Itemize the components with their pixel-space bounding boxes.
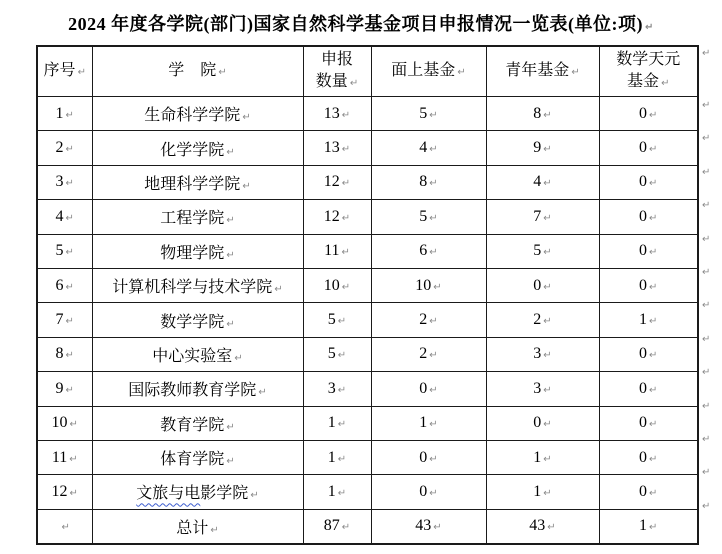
cell-end-mark: ↵ xyxy=(543,350,552,362)
cell-index-value: 4 xyxy=(55,207,64,225)
cell-total-value: 1 xyxy=(327,448,336,466)
cell-college[interactable] xyxy=(92,509,303,544)
cell-general-fund[interactable] xyxy=(371,475,486,509)
cell-end-mark: ↵ xyxy=(429,212,438,224)
table-row xyxy=(37,303,698,337)
cell-end-mark: ↵ xyxy=(571,66,580,78)
col-header-index[interactable] xyxy=(37,46,92,97)
cell-total-value: 5 xyxy=(327,311,336,329)
cell-end-mark: ↵ xyxy=(429,350,438,362)
cell-end-mark: ↵ xyxy=(543,453,552,465)
cell-total-value: 13 xyxy=(323,104,340,122)
row-end-mark: ↵ xyxy=(702,233,711,245)
cell-end-mark: ↵ xyxy=(69,419,78,431)
cell-end-mark: ↵ xyxy=(226,421,235,433)
row-end-mark: ↵ xyxy=(702,100,711,111)
table-row xyxy=(37,200,698,234)
cell-tianyuan-fund[interactable] xyxy=(599,131,698,165)
cell-tianyuan-fund[interactable] xyxy=(599,406,698,440)
cell-tianyuan-value: 0 xyxy=(639,104,648,122)
cell-youth-value: 43 xyxy=(529,517,546,535)
cell-general-fund[interactable] xyxy=(371,337,486,371)
cell-youth-fund[interactable] xyxy=(486,200,599,234)
document-title-text: 2024 年度各学院(部门)国家自然科学基金项目申报情况一览表(单位:项) xyxy=(68,14,644,34)
cell-end-mark: ↵ xyxy=(234,352,243,364)
cell-index[interactable] xyxy=(37,337,92,371)
cell-tianyuan-value: 0 xyxy=(639,414,648,432)
cell-tianyuan-value: 1 xyxy=(639,311,648,329)
cell-end-mark: ↵ xyxy=(429,419,438,431)
cell-total-value: 5 xyxy=(327,345,336,363)
cell-youth-value: 0 xyxy=(533,276,542,294)
cell-index[interactable] xyxy=(37,200,92,234)
row-end-marks xyxy=(702,45,720,531)
cell-youth-value: 3 xyxy=(533,345,542,363)
cell-college[interactable] xyxy=(92,303,303,337)
cell-general-value: 8 xyxy=(419,173,428,191)
table-body xyxy=(37,97,698,510)
col-header-total-line2: 数量 xyxy=(315,72,348,90)
cell-youth-fund[interactable] xyxy=(486,337,599,371)
cell-end-mark: ↵ xyxy=(429,178,438,190)
col-header-total-line1: 申报 xyxy=(320,50,353,68)
cell-end-mark: ↵ xyxy=(649,384,658,396)
cell-end-mark: ↵ xyxy=(226,215,235,227)
table-row xyxy=(37,440,698,474)
cell-end-mark: ↵ xyxy=(543,109,552,121)
cell-general-value: 1 xyxy=(419,414,428,432)
cell-index[interactable] xyxy=(37,268,92,302)
cell-youth-value: 4 xyxy=(533,173,542,191)
cell-tianyuan-fund[interactable] xyxy=(599,440,698,474)
table-row xyxy=(37,337,698,371)
cell-college[interactable] xyxy=(92,406,303,440)
cell-tianyuan-value: 0 xyxy=(639,276,648,294)
cell-end-mark: ↵ xyxy=(429,487,438,499)
cell-end-mark: ↵ xyxy=(65,212,74,224)
col-header-tianyuan-line2: 基金 xyxy=(627,72,660,90)
cell-college-value: 生命科学学院 xyxy=(144,107,241,125)
table-header xyxy=(37,46,698,97)
cell-end-mark: ↵ xyxy=(210,524,219,536)
cell-end-mark: ↵ xyxy=(543,487,552,499)
cell-end-mark: ↵ xyxy=(341,281,351,293)
cell-index-value: 11 xyxy=(51,448,68,466)
cell-tianyuan-value: 0 xyxy=(639,173,648,191)
cell-end-mark: ↵ xyxy=(341,522,351,534)
cell-tianyuan-fund[interactable] xyxy=(599,303,698,337)
cell-college-value: 化学学院 xyxy=(160,141,225,159)
cell-index[interactable] xyxy=(37,131,92,165)
cell-end-mark: ↵ xyxy=(433,281,442,293)
cell-total-applications[interactable] xyxy=(303,406,371,440)
col-header-index-label: 序号 xyxy=(43,61,76,79)
cell-general-fund[interactable] xyxy=(371,200,486,234)
cell-tianyuan-fund[interactable] xyxy=(599,268,698,302)
cell-youth-value: 0 xyxy=(533,414,542,432)
cell-college[interactable] xyxy=(92,97,303,131)
cell-general-value: 5 xyxy=(419,104,428,122)
cell-youth-fund[interactable] xyxy=(486,440,599,474)
cell-tianyuan-fund[interactable] xyxy=(599,475,698,509)
cell-end-mark: ↵ xyxy=(429,144,438,156)
cell-tianyuan-fund[interactable] xyxy=(599,372,698,406)
cell-total-applications[interactable] xyxy=(303,97,371,131)
cell-total-value: 11 xyxy=(324,242,340,260)
cell-end-mark: ↵ xyxy=(543,316,552,328)
cell-end-mark: ↵ xyxy=(337,384,347,396)
cell-end-mark: ↵ xyxy=(77,66,86,78)
table-row xyxy=(37,97,698,131)
cell-end-mark: ↵ xyxy=(649,178,658,190)
cell-end-mark: ↵ xyxy=(649,522,658,534)
cell-tianyuan-value: 0 xyxy=(639,482,648,500)
cell-end-mark: ↵ xyxy=(457,66,466,78)
cell-tianyuan-fund[interactable] xyxy=(599,165,698,199)
cell-index[interactable] xyxy=(37,406,92,440)
cell-index[interactable] xyxy=(37,440,92,474)
cell-tianyuan-value: 0 xyxy=(639,345,648,363)
cell-index[interactable] xyxy=(37,97,92,131)
cell-index[interactable] xyxy=(37,303,92,337)
cell-general-fund[interactable] xyxy=(371,97,486,131)
cell-end-mark: ↵ xyxy=(242,180,251,192)
cell-youth-fund[interactable] xyxy=(486,509,599,544)
cell-general-value: 10 xyxy=(415,276,432,294)
cell-tianyuan-value: 1 xyxy=(639,517,648,535)
cell-tianyuan-fund[interactable] xyxy=(599,200,698,234)
cell-total-value: 12 xyxy=(323,173,340,191)
cell-total-applications[interactable] xyxy=(303,372,371,406)
cell-end-mark: ↵ xyxy=(649,419,658,431)
cell-total-applications[interactable] xyxy=(303,234,371,268)
cell-end-mark: ↵ xyxy=(649,109,658,121)
cell-end-mark: ↵ xyxy=(543,247,552,259)
col-header-college[interactable] xyxy=(92,46,303,97)
cell-end-mark: ↵ xyxy=(547,522,556,534)
col-header-general-label: 面上基金 xyxy=(391,61,456,79)
cell-youth-value: 7 xyxy=(533,207,542,225)
row-end-mark: ↵ xyxy=(702,367,711,379)
cell-end-mark: ↵ xyxy=(258,387,267,399)
cell-end-mark: ↵ xyxy=(429,453,438,465)
col-header-tianyuan-fund[interactable] xyxy=(599,46,698,97)
cell-end-mark: ↵ xyxy=(69,453,78,465)
row-end-mark: ↵ xyxy=(702,200,711,212)
cell-end-mark: ↵ xyxy=(429,247,438,259)
cell-end-mark: ↵ xyxy=(69,487,78,499)
table-footer xyxy=(37,509,698,544)
cell-index-value: 12 xyxy=(51,482,68,500)
table-row xyxy=(37,372,698,406)
cell-total-applications[interactable] xyxy=(303,303,371,337)
cell-end-mark: ↵ xyxy=(337,453,347,465)
cell-total-applications[interactable] xyxy=(303,131,371,165)
table-row xyxy=(37,406,698,440)
cell-end-mark: ↵ xyxy=(649,247,658,259)
cell-end-mark: ↵ xyxy=(543,178,552,190)
cell-college[interactable] xyxy=(92,475,303,509)
cell-end-mark: ↵ xyxy=(649,453,658,465)
cell-total-applications[interactable] xyxy=(303,509,371,544)
cell-youth-value: 1 xyxy=(533,448,542,466)
cell-end-mark: ↵ xyxy=(65,247,74,259)
cell-general-fund[interactable] xyxy=(371,509,486,544)
cell-total-value: 13 xyxy=(323,139,340,157)
spellcheck-flagged-text: 文旅与电 xyxy=(136,485,201,503)
paragraph-mark: ↵ xyxy=(645,22,654,33)
cell-tianyuan-fund[interactable] xyxy=(599,509,698,544)
cell-total-value: 12 xyxy=(323,207,340,225)
cell-end-mark: ↵ xyxy=(65,316,74,328)
cell-college-value: 总计 xyxy=(176,519,209,537)
cell-end-mark: ↵ xyxy=(543,384,552,396)
cell-general-value: 0 xyxy=(419,482,428,500)
cell-end-mark: ↵ xyxy=(543,419,552,431)
cell-end-mark: ↵ xyxy=(341,144,351,156)
cell-end-mark: ↵ xyxy=(226,146,235,158)
cell-youth-value: 2 xyxy=(533,311,542,329)
cell-general-fund[interactable] xyxy=(371,406,486,440)
cell-college-rest: 影学院 xyxy=(200,485,249,503)
cell-general-fund[interactable] xyxy=(371,372,486,406)
cell-end-mark: ↵ xyxy=(226,456,235,468)
col-header-youth-label: 青年基金 xyxy=(505,61,570,79)
cell-college-value: 工程学院 xyxy=(160,210,225,228)
cell-end-mark: ↵ xyxy=(218,66,227,78)
cell-end-mark: ↵ xyxy=(543,144,552,156)
table-row xyxy=(37,165,698,199)
cell-college[interactable] xyxy=(92,440,303,474)
row-end-mark: ↵ xyxy=(702,467,711,479)
cell-college[interactable] xyxy=(92,234,303,268)
cell-end-mark: ↵ xyxy=(649,316,658,328)
cell-tianyuan-fund[interactable] xyxy=(599,97,698,131)
row-end-mark: ↵ xyxy=(702,133,711,145)
cell-total-applications[interactable] xyxy=(303,440,371,474)
cell-index[interactable] xyxy=(37,509,92,544)
cell-college[interactable] xyxy=(92,165,303,199)
col-header-general-fund[interactable] xyxy=(371,46,486,97)
col-header-total-applications[interactable] xyxy=(303,46,371,97)
cell-end-mark: ↵ xyxy=(65,109,74,121)
cell-index-value: 3 xyxy=(55,173,64,191)
cell-youth-fund[interactable] xyxy=(486,131,599,165)
cell-end-mark: ↵ xyxy=(649,144,658,156)
cell-end-mark: ↵ xyxy=(250,490,259,502)
cell-tianyuan-value: 0 xyxy=(639,379,648,397)
cell-youth-fund[interactable] xyxy=(486,372,599,406)
table-row xyxy=(37,268,698,302)
cell-college[interactable] xyxy=(92,131,303,165)
cell-total-applications[interactable] xyxy=(303,268,371,302)
cell-youth-fund[interactable] xyxy=(486,165,599,199)
applications-table xyxy=(36,45,699,545)
cell-end-mark: ↵ xyxy=(429,384,438,396)
cell-index[interactable] xyxy=(37,372,92,406)
row-end-mark: ↵ xyxy=(702,333,711,345)
cell-general-value: 0 xyxy=(419,379,428,397)
cell-youth-fund[interactable] xyxy=(486,406,599,440)
cell-end-mark: ↵ xyxy=(649,487,658,499)
cell-total-value: 3 xyxy=(327,379,336,397)
cell-general-value: 2 xyxy=(419,345,428,363)
cell-tianyuan-value: 0 xyxy=(639,207,648,225)
cell-index[interactable] xyxy=(37,475,92,509)
cell-general-fund[interactable] xyxy=(371,234,486,268)
cell-college-value: 中心实验室 xyxy=(152,347,233,365)
cell-college[interactable] xyxy=(92,200,303,234)
cell-end-mark: ↵ xyxy=(341,178,351,190)
cell-total-applications[interactable] xyxy=(303,337,371,371)
row-end-mark: ↵ xyxy=(702,48,711,59)
cell-total-value: 1 xyxy=(327,482,336,500)
cell-general-value: 6 xyxy=(419,242,428,260)
cell-end-mark: ↵ xyxy=(61,522,70,534)
cell-end-mark: ↵ xyxy=(242,112,251,124)
cell-general-value: 5 xyxy=(419,207,428,225)
row-end-mark: ↵ xyxy=(702,166,711,178)
cell-youth-value: 9 xyxy=(533,139,542,157)
row-end-mark: ↵ xyxy=(702,434,711,445)
table-row xyxy=(37,475,698,509)
cell-end-mark: ↵ xyxy=(429,316,438,328)
cell-end-mark: ↵ xyxy=(226,318,235,330)
cell-college-value: 国际教师教育学院 xyxy=(128,382,257,400)
cell-index-value: 10 xyxy=(51,414,68,432)
cell-index-value: 5 xyxy=(55,242,64,260)
cell-index-value: 2 xyxy=(55,139,64,157)
cell-end-mark: ↵ xyxy=(65,384,74,396)
cell-end-mark: ↵ xyxy=(649,212,658,224)
cell-youth-fund[interactable] xyxy=(486,475,599,509)
cell-end-mark: ↵ xyxy=(543,281,552,293)
cell-end-mark: ↵ xyxy=(341,247,350,259)
cell-end-mark: ↵ xyxy=(65,144,74,156)
cell-total-applications[interactable] xyxy=(303,200,371,234)
cell-youth-fund[interactable] xyxy=(486,97,599,131)
cell-tianyuan-fund[interactable] xyxy=(599,337,698,371)
cell-general-fund[interactable] xyxy=(371,165,486,199)
cell-index[interactable] xyxy=(37,165,92,199)
cell-index-value: 7 xyxy=(55,311,64,329)
cell-end-mark: ↵ xyxy=(341,109,351,121)
cell-end-mark: ↵ xyxy=(649,350,658,362)
cell-index-value: 6 xyxy=(55,276,64,294)
cell-tianyuan-value: 0 xyxy=(639,139,648,157)
cell-college[interactable] xyxy=(92,372,303,406)
cell-college-value: 计算机科学与技术学院 xyxy=(112,279,273,297)
cell-total-applications[interactable] xyxy=(303,165,371,199)
cell-general-fund[interactable] xyxy=(371,268,486,302)
cell-youth-fund[interactable] xyxy=(486,303,599,337)
cell-end-mark: ↵ xyxy=(349,77,359,89)
cell-general-fund[interactable] xyxy=(371,440,486,474)
row-end-mark: ↵ xyxy=(702,300,711,312)
total-row xyxy=(37,509,698,544)
cell-general-fund[interactable] xyxy=(371,303,486,337)
cell-college[interactable] xyxy=(92,337,303,371)
cell-end-mark: ↵ xyxy=(274,284,283,296)
row-end-mark: ↵ xyxy=(702,500,711,512)
table-row xyxy=(37,131,698,165)
table-row xyxy=(37,234,698,268)
cell-youth-fund[interactable] xyxy=(486,268,599,302)
cell-college-value: 体育学院 xyxy=(160,451,225,469)
cell-end-mark: ↵ xyxy=(543,212,552,224)
cell-end-mark: ↵ xyxy=(226,249,235,261)
cell-general-value: 0 xyxy=(419,448,428,466)
cell-index-value: 9 xyxy=(55,379,64,397)
cell-end-mark: ↵ xyxy=(337,419,347,431)
cell-end-mark: ↵ xyxy=(337,350,347,362)
cell-end-mark: ↵ xyxy=(433,522,442,534)
col-header-youth-fund[interactable] xyxy=(486,46,599,97)
cell-index[interactable] xyxy=(37,234,92,268)
cell-general-fund[interactable] xyxy=(371,131,486,165)
cell-end-mark: ↵ xyxy=(65,281,74,293)
col-header-tianyuan-line1: 数学天元 xyxy=(616,50,681,68)
cell-total-applications[interactable] xyxy=(303,475,371,509)
cell-general-value: 43 xyxy=(415,517,432,535)
cell-tianyuan-value: 0 xyxy=(639,242,648,260)
cell-youth-value: 3 xyxy=(533,379,542,397)
cell-college-value: 物理学院 xyxy=(160,244,225,262)
cell-youth-value: 8 xyxy=(533,104,542,122)
cell-end-mark: ↵ xyxy=(65,350,74,362)
cell-index-value: 1 xyxy=(55,104,64,122)
cell-college[interactable] xyxy=(92,268,303,302)
cell-total-value: 10 xyxy=(323,276,340,294)
cell-end-mark: ↵ xyxy=(661,77,670,89)
cell-general-value: 4 xyxy=(419,139,428,157)
cell-tianyuan-value: 0 xyxy=(639,448,648,466)
row-end-mark: ↵ xyxy=(702,400,711,412)
cell-college-value: 地理科学学院 xyxy=(144,175,241,193)
cell-index-value: 8 xyxy=(55,345,64,363)
document-title[interactable] xyxy=(0,10,722,36)
cell-total-value: 87 xyxy=(323,517,340,535)
cell-end-mark: ↵ xyxy=(429,109,438,121)
cell-tianyuan-fund[interactable] xyxy=(599,234,698,268)
cell-end-mark: ↵ xyxy=(337,487,347,499)
cell-college-value: 数学学院 xyxy=(160,313,225,331)
cell-general-value: 2 xyxy=(419,311,428,329)
cell-end-mark: ↵ xyxy=(341,212,351,224)
row-end-mark: ↵ xyxy=(702,267,711,278)
cell-end-mark: ↵ xyxy=(649,281,658,293)
cell-college-value: 教育学院 xyxy=(160,416,225,434)
cell-end-mark: ↵ xyxy=(337,316,347,328)
col-header-college-label: 学 院 xyxy=(168,61,217,79)
cell-total-value: 1 xyxy=(327,414,336,432)
cell-youth-value: 5 xyxy=(533,242,542,260)
cell-youth-fund[interactable] xyxy=(486,234,599,268)
cell-youth-value: 1 xyxy=(533,482,542,500)
cell-end-mark: ↵ xyxy=(65,178,74,190)
